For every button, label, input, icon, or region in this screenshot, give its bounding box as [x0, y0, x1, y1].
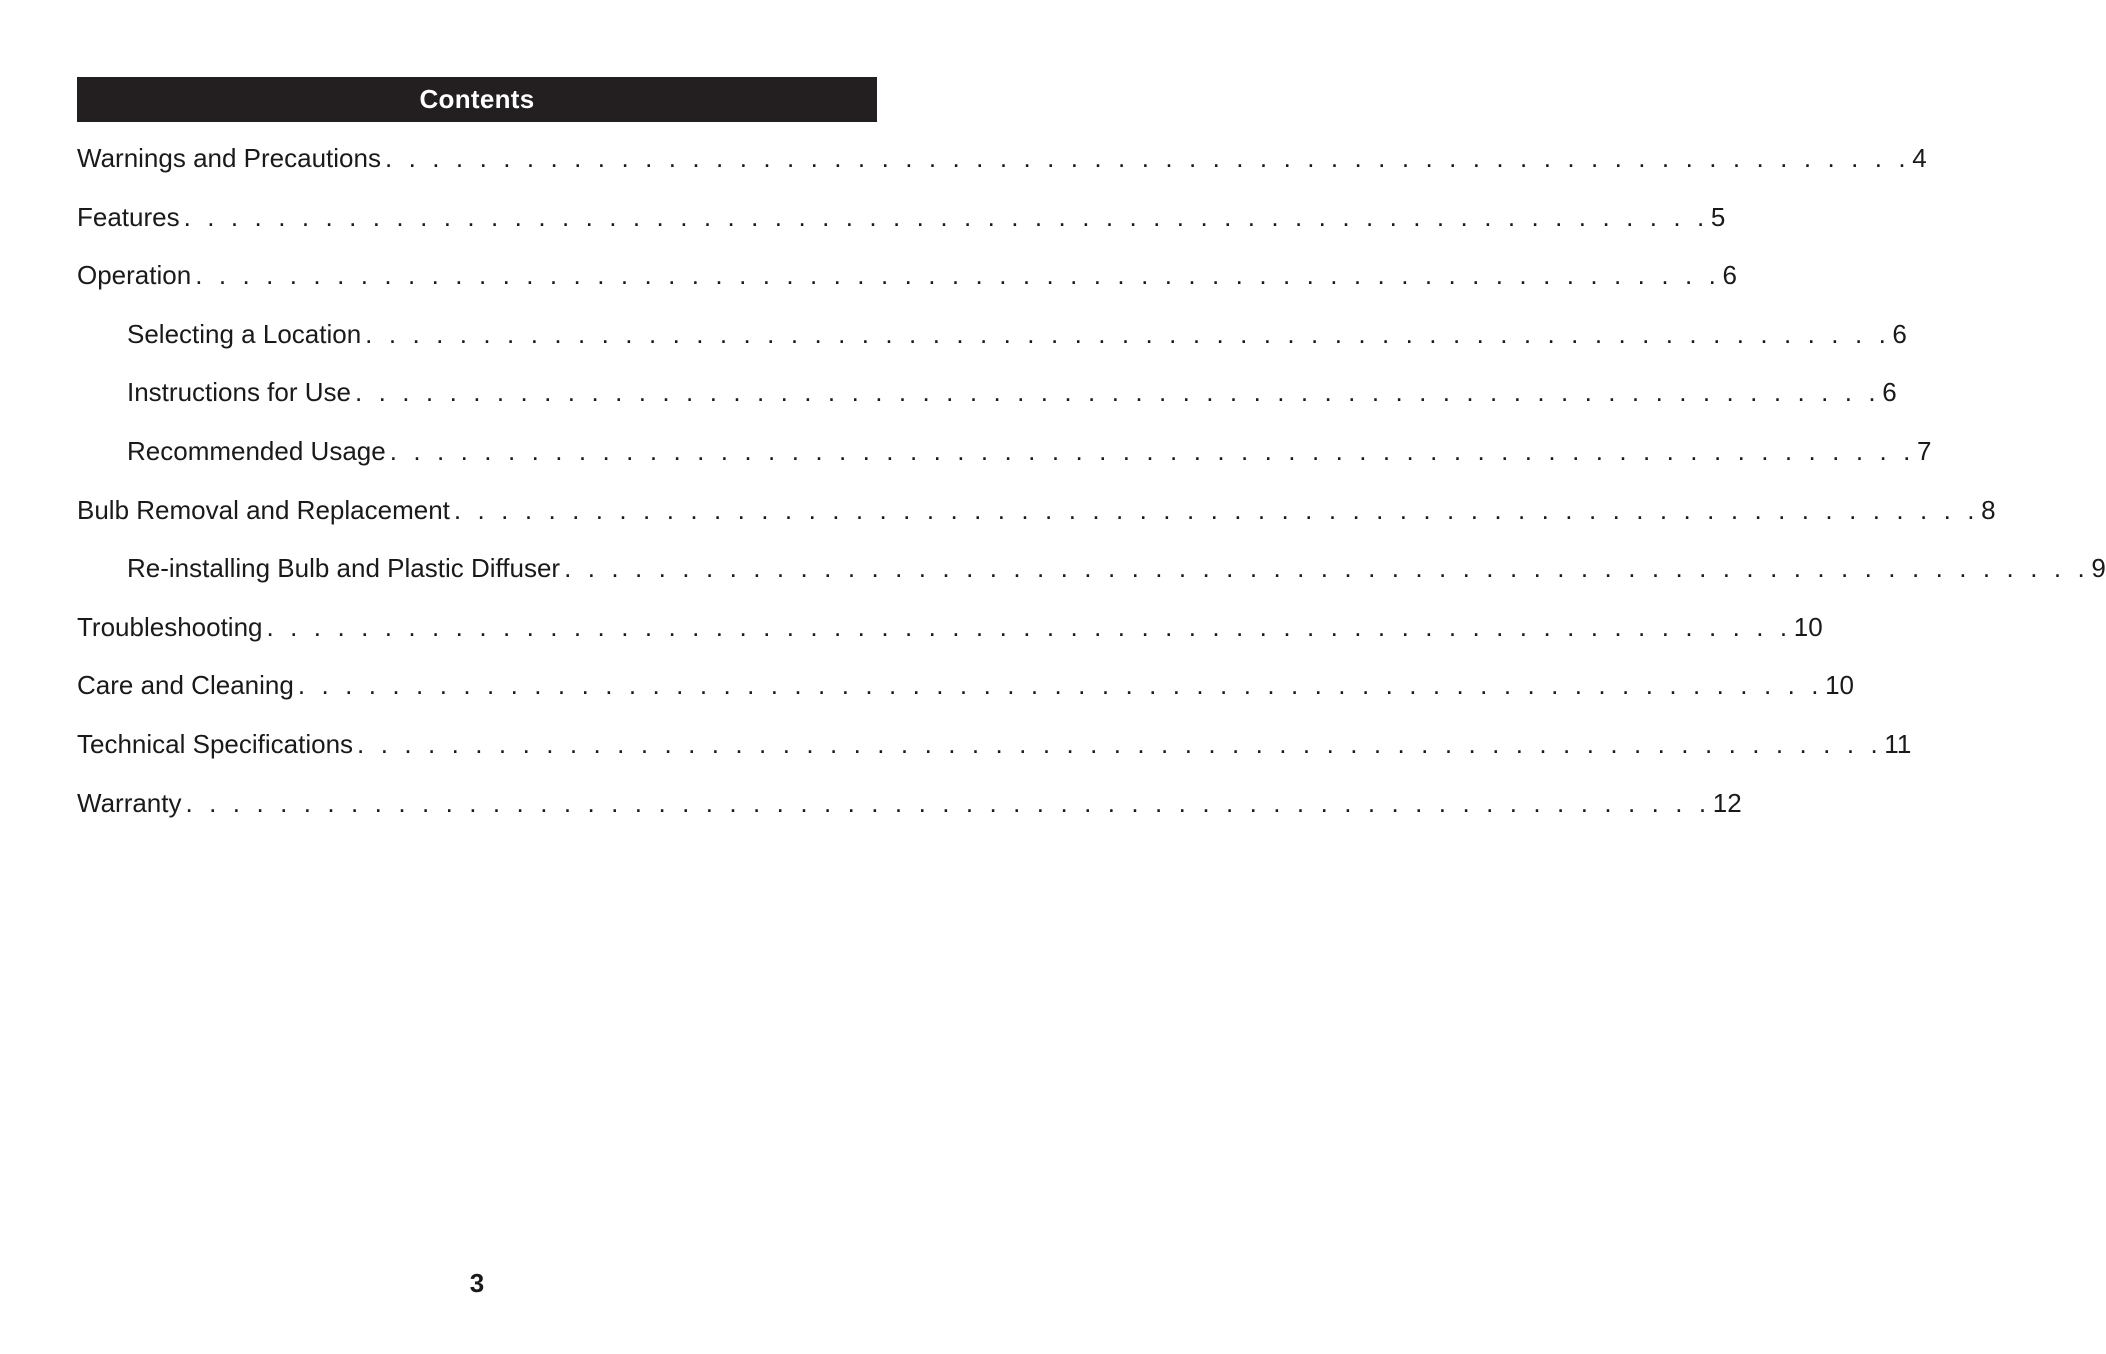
toc-entry-page: 6	[1722, 260, 1737, 291]
toc-entry-operation[interactable]	[77, 252, 1737, 311]
dot-leader: . . . . . . . . . . . . . . . . . . . . . . . . . . . . . . . . . . . . . . . . . . . . . . . . . . . . . . . . . . . . . . . . .	[564, 553, 2090, 584]
dot-leader: . . . . . . . . . . . . . . . . . . . . . . . . . . . . . . . . . . . . . . . . . . . . . . . . . . . . . . . . . . . . . . . . .	[183, 201, 1709, 232]
toc-entry-instructions-for-use[interactable]	[77, 369, 1897, 428]
dot-leader: . . . . . . . . . . . . . . . . . . . . . . . . . . . . . . . . . . . . . . . . . . . . . . . . . . . . . . . . . . . . . . . . .	[389, 435, 1915, 466]
toc-entry-care-and-cleaning[interactable]	[77, 662, 1854, 721]
toc-entry-label: Warnings and Precautions	[77, 143, 381, 173]
toc-entry-page: 7	[1916, 435, 1932, 466]
toc-entry-page: 9	[2091, 553, 2106, 584]
toc-entry-label: Warranty	[77, 787, 182, 818]
dot-leader: . . . . . . . . . . . . . . . . . . . . . . . . . . . . . . . . . . . . . . . . . . . . . . . . . . . . . . . . . . . . . . . . .	[297, 670, 1824, 701]
toc-entry-page: 8	[1981, 494, 1996, 525]
toc-entry-page: 5	[1710, 201, 1726, 232]
toc-entry-label: Selecting a Location	[127, 318, 362, 349]
toc-entry-page: 10	[1825, 670, 1854, 701]
toc-entry-re-installing-bulb[interactable]	[77, 545, 2106, 604]
contents-header-bar	[77, 77, 877, 122]
contents-title: Contents	[419, 84, 535, 114]
toc-entry-page: 6	[1882, 377, 1897, 408]
dot-leader: . . . . . . . . . . . . . . . . . . . . . . . . . . . . . . . . . . . . . . . . . . . . . . . . . . . . . . . . . . . . . . . . .	[266, 611, 1792, 642]
toc-entry-recommended-usage[interactable]	[77, 428, 1932, 487]
toc-entry-label: Technical Specifications	[77, 728, 354, 759]
toc-entry-page: 6	[1892, 318, 1907, 349]
dot-leader: . . . . . . . . . . . . . . . . . . . . . . . . . . . . . . . . . . . . . . . . . . . . . . . . . . . . . . . . . . . . . . . . .	[365, 318, 1891, 349]
toc-entry-page: 12	[1712, 787, 1742, 818]
toc-entry-bulb-removal-and-replacement[interactable]	[77, 487, 1996, 546]
dot-leader: . . . . . . . . . . . . . . . . . . . . . . . . . . . . . . . . . . . . . . . . . . . . . . . . . . . . . . . . . . . . . . . . .	[357, 728, 1883, 759]
toc-entry-label: Troubleshooting	[77, 611, 263, 642]
toc-entry-technical-specifications[interactable]	[77, 721, 1912, 780]
toc-entry-selecting-a-location[interactable]	[77, 311, 1907, 370]
dot-leader: . . . . . . . . . . . . . . . . . . . . . . . . . . . . . . . . . . . . . . . . . . . . . . . . . . . . . . . . . . . . . . . . .	[384, 143, 1911, 173]
toc-entry-label: Operation	[77, 260, 192, 291]
toc-entry-page: 10	[1793, 611, 1823, 642]
dot-leader: . . . . . . . . . . . . . . . . . . . . . . . . . . . . . . . . . . . . . . . . . . . . . . . . . . . . . . . . . . . . . . . . .	[195, 260, 1721, 291]
toc-entry-label: Re-installing Bulb and Plastic Diffuser	[127, 553, 561, 584]
toc-entry-features[interactable]	[77, 194, 1726, 253]
toc-entry-label: Features	[77, 201, 180, 232]
toc-entry-warranty[interactable]	[77, 780, 1742, 839]
toc-entry-label: Care and Cleaning	[77, 670, 294, 701]
table-of-contents	[77, 135, 2106, 838]
page-number: 3	[469, 1268, 485, 1298]
toc-entry-page: 4	[1912, 143, 1927, 173]
toc-entry-label: Bulb Removal and Replacement	[77, 494, 450, 525]
toc-entry-warnings-and-precautions[interactable]	[77, 135, 1927, 194]
toc-entry-page: 11	[1884, 728, 1912, 759]
dot-leader: . . . . . . . . . . . . . . . . . . . . . . . . . . . . . . . . . . . . . . . . . . . . . . . . . . . . . . . . . . . . . . . . .	[354, 377, 1881, 408]
dot-leader: . . . . . . . . . . . . . . . . . . . . . . . . . . . . . . . . . . . . . . . . . . . . . . . . . . . . . . . . . . . . . . . . .	[453, 494, 1980, 525]
dot-leader: . . . . . . . . . . . . . . . . . . . . . . . . . . . . . . . . . . . . . . . . . . . . . . . . . . . . . . . . . . . . . . . . .	[185, 787, 1711, 818]
toc-entry-label: Recommended Usage	[127, 435, 386, 466]
toc-entry-label: Instructions for Use	[127, 377, 351, 408]
toc-entry-troubleshooting[interactable]	[77, 604, 1823, 663]
